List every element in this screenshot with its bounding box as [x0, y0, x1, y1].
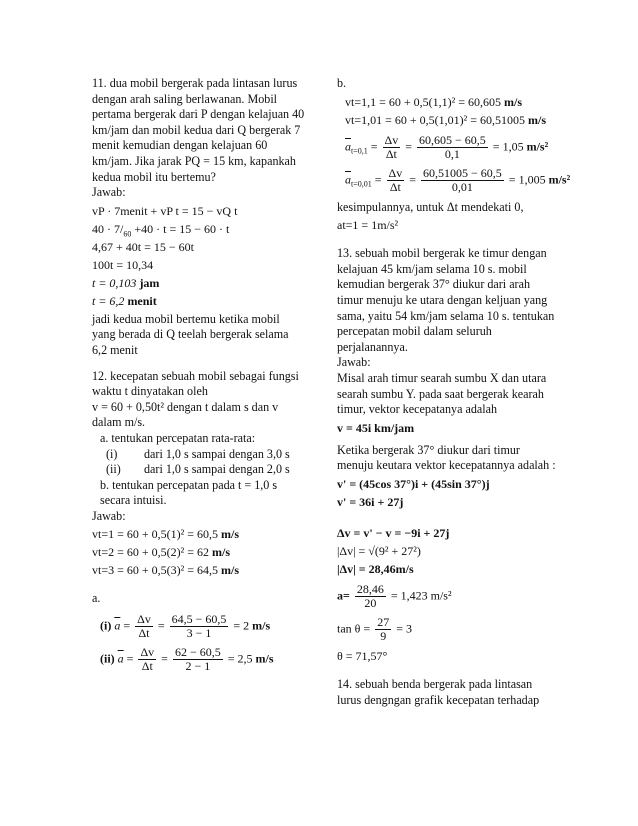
list-key: (ii) — [106, 462, 121, 477]
problem-12-formula: v = 60 + 0,50t² dengan t dalam s dan v dalam m/s. — [92, 399, 279, 430]
equation — [337, 95, 557, 110]
equation — [92, 527, 306, 542]
equation — [92, 276, 306, 291]
fraction — [375, 616, 391, 643]
equation — [337, 616, 557, 643]
left-column — [92, 76, 306, 679]
fraction-num: 60,605 − 60,5 — [419, 132, 486, 147]
problem-12-subitems — [92, 447, 306, 478]
fraction-num: Δv — [137, 612, 151, 627]
equation: 100t = 10,34 — [92, 257, 154, 272]
equation: $\overline{a}_{t=0,01}$ = $\frac{\Delta v}{\Delta t}$ = $\frac{60,51005 - 60,5}{0,01}$ = 1,005 m/s² — [345, 165, 571, 194]
fraction — [417, 134, 488, 161]
equation-part: vt=2 = 60 + 0,5(2)² = 62 — [92, 545, 209, 560]
fraction-den: 0,1 — [444, 146, 460, 161]
fraction — [383, 134, 401, 161]
problem-12-item-a: a. tentukan percepatan rata-rata: — [100, 430, 256, 445]
equation-part: t = 0,103 — [92, 275, 137, 290]
fraction-den: Δt — [389, 179, 401, 194]
equation: Δv = v' − v = −9i + 27j — [337, 525, 450, 540]
fraction — [387, 167, 405, 194]
equation-part: vt=1 = 60 + 0,5(1)² = 60,5 — [92, 527, 218, 542]
equation-part: t = 6,2 — [92, 293, 125, 308]
list-key: (i) — [106, 446, 118, 461]
fraction-num: 28,46 — [356, 581, 384, 596]
equation-result: = 2 — [233, 618, 250, 633]
equation: θ = 71,57° — [337, 648, 388, 663]
equation: vP · 7menit + vP t = 15 − vQ t — [92, 203, 238, 218]
equation — [92, 545, 306, 560]
equation-result: = 2,5 — [227, 651, 253, 666]
fraction-num: 60,51005 − 60,5 — [423, 165, 502, 180]
equation: $\overline{a}_{t=0,1}$ = $\frac{\Delta v}{\Delta t}$ = $\frac{60,605 - 60,5}{0,1}$ = 1,05 m/s² — [345, 132, 549, 161]
fraction-den: 3 − 1 — [186, 626, 212, 641]
fraction-den: Δt — [385, 146, 397, 161]
list-text: dari 1,0 s sampai dengan 3,0 s — [144, 446, 290, 461]
fraction-den: 9 — [380, 628, 387, 643]
equation — [92, 563, 306, 578]
equation: at=1 = 1m/s² — [337, 218, 399, 233]
list-item — [92, 447, 306, 463]
equation: 4,67 + 40t = 15 − 60t — [92, 239, 194, 254]
part-label: a. — [92, 591, 101, 606]
equation-part: +40 · t = 15 − 60 · t — [134, 221, 230, 236]
part-label: b. — [337, 76, 347, 90]
equation-unit: m/s — [221, 527, 239, 542]
equation: |Δv| = 28,46m/s — [337, 561, 414, 576]
equation: (i) $\overline{a}$ = $\frac{\Delta v}{\Delta t}$ = $\frac{64,5 - 60,5}{3 - 1}$ = 2 m/s — [100, 612, 271, 641]
equation — [337, 113, 557, 128]
equation: v = 45i km/jam — [337, 420, 415, 435]
fraction — [138, 646, 156, 673]
equation-unit: m/s² — [548, 171, 571, 186]
fraction-den: 2 − 1 — [185, 659, 211, 674]
fraction — [421, 167, 504, 194]
fraction-num: Δv — [388, 165, 403, 180]
problem-12-question: 12. kecepatan sebuah mobil sebagai fungsi waktu t dinyatakan oleh — [92, 368, 299, 399]
equation: $40 \cdot 7/_{60} +40 \cdot t = 15 - 60 \cdot t$ — [92, 221, 230, 239]
equation: v' = (45cos 37°)i + (45sin 37°)j — [337, 476, 490, 491]
problem-11-conclusion: jadi kedua mobil bertemu ketika mobil yang berada di Q teelah bergerak selama 6,2 menit — [92, 311, 289, 357]
fraction-den: Δt — [141, 659, 153, 674]
equation-result: = 1,423 m/s² — [390, 588, 452, 603]
problem-14-question: 14. sebuah benda bergerak pada lintasan lurus dengngan grafik kecepatan terhadap — [337, 676, 540, 707]
equation-unit: m/s — [255, 651, 274, 666]
equation-result: = 1,05 — [492, 138, 524, 153]
equation — [92, 294, 306, 309]
equation-unit: m/s — [504, 94, 522, 109]
equation — [337, 583, 557, 610]
equation-label: (ii) — [100, 651, 115, 666]
list-text: dari 1,0 s sampai dengan 2,0 s — [144, 462, 290, 477]
fraction — [170, 613, 229, 640]
equation: v' = 36i + 27j — [337, 494, 404, 509]
problem-13-answer-2: Ketika bergerak 37° diukur dari timur menuju keutara vektor kecepatannya adalah : — [337, 442, 556, 473]
right-column — [337, 76, 571, 708]
equation-unit: m/s — [528, 112, 546, 127]
equation-label: (i) — [100, 618, 112, 633]
fraction-num: 62 − 60,5 — [174, 645, 221, 660]
fraction — [173, 646, 223, 673]
answer-label: Jawab: — [92, 508, 126, 523]
fraction-num: Δv — [384, 132, 399, 147]
equation-unit: jam — [139, 275, 160, 290]
list-item — [92, 462, 306, 478]
equation-part: vt=3 = 60 + 0,5(3)² = 64,5 — [92, 563, 218, 578]
equation-part: 40 · 7 — [92, 221, 120, 236]
equation-unit: menit — [127, 293, 157, 308]
equation: (ii) $\overline{a}$ = $\frac{\Delta v}{\Delta t}$ = $\frac{62 - 60,5}{2 - 1}$ = 2,5 m/s — [100, 645, 274, 674]
fraction-den: 0,01 — [451, 179, 473, 194]
equation-part: vt=1,1 = 60 + 0,5(1,1)² = 60,605 — [345, 94, 501, 109]
equation-unit: m/s — [212, 545, 230, 560]
equation-part: 60 — [123, 229, 132, 239]
fraction-num: 64,5 − 60,5 — [171, 612, 227, 627]
equation-unit: m/s — [252, 618, 271, 633]
equation-part: tan θ = — [337, 621, 371, 636]
fraction — [355, 583, 386, 610]
answer-label: Jawab: — [92, 185, 126, 200]
problem-13-question: 13. sebuah mobil bergerak ke timur dengan kelajuan 45 km/jam selama 10 s. mobil kemudian bergerak 37° diukur dari arah timur menuju ke utara dengan keljuan yang sama, yaitu 54 km/jam selama 10 s. tentukan percepatan mobil dalam seluruh perjalanannya. — [337, 246, 555, 354]
problem-12-conclusion: kesimpulannya, untuk Δt mendekati 0, — [337, 199, 524, 214]
equation-result: = 1,005 — [508, 171, 546, 186]
equation: |Δv| = √(9² + 27²) — [337, 543, 421, 558]
equation-unit: m/s — [221, 563, 239, 578]
fraction — [135, 613, 153, 640]
problem-13-answer: Misal arah timur searah sumbu X dan utara searah sumbu Y. pada saat bergerak kearah timur, vektor kecepatanya adalah — [337, 370, 547, 417]
answer-label: Jawab: — [337, 355, 371, 370]
equation-part: a= — [337, 588, 350, 603]
equation-result: = 3 — [396, 621, 412, 636]
fraction-den: 20 — [364, 595, 377, 610]
fraction-den: Δt — [138, 626, 150, 641]
fraction-num: 27 — [377, 614, 390, 629]
equation-unit: m/s² — [526, 138, 549, 153]
equation-part: vt=1,01 = 60 + 0,5(1,01)² = 60,51005 — [345, 112, 525, 127]
fraction-num: Δv — [140, 645, 155, 660]
problem-11-question: 11. dua mobil bergerak pada lintasan lurus dengan arah saling berlawanan. Mobil pertama bergerak dari P dengan kelajuan 40 km/jam dan mobil kedua dari Q bergerak 7 menit kemudian dengan kelajuan 60 km/jam. Jika jarak PQ = 15 km, kapankah kedua mobil itu bertemu? — [92, 76, 305, 184]
problem-12-item-b: b. tentukan percepatan pada t = 1,0 s secara intuisi. — [100, 477, 278, 508]
